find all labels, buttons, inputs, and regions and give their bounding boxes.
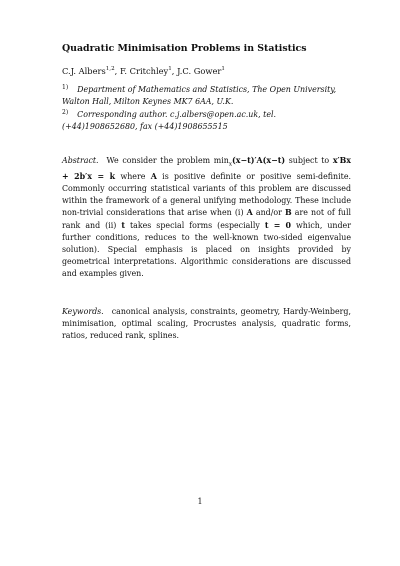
math-symbol: A <box>246 208 253 218</box>
affiliation-text: Department of Mathematics and Statistics, The Open University, Walton Hall, Milton Keynes MK7 6AA, U.K. <box>62 85 337 107</box>
keywords <box>62 306 351 343</box>
author-list <box>62 66 362 76</box>
keywords-label: Keywords. <box>62 307 104 316</box>
affiliation-number: 2) <box>62 109 69 116</box>
abstract-text: and/or <box>252 208 286 218</box>
paper-title: Quadratic Minimisation Problems in Statistics <box>62 43 307 54</box>
abstract <box>62 155 351 281</box>
math-symbol: t <box>121 220 125 230</box>
math-constraint: x′Bx + 2b′x = k <box>62 156 351 181</box>
math-expression: t = 0 <box>264 220 292 230</box>
author-name: J.C. Gower <box>177 66 222 76</box>
math-symbol: A <box>150 171 157 181</box>
abstract-text: are not of full rank and (ii) <box>62 208 351 230</box>
affiliation-2 <box>62 107 348 133</box>
abstract-text: where <box>115 171 151 181</box>
corresponding-author-contact: Corresponding author. c.j.albers@open.ac.uk, tel. (+44)1908652680, fax (+44)1908655515 <box>62 110 277 132</box>
abstract-text: which, under further conditions, reduces to the well-known two-sided eigenvalue solution). Special emphasis is placed on insights provided by geometrical interpretations. Algorithmic considerations are discussed and examples given. <box>62 220 351 279</box>
abstract-text: We consider the problem min <box>106 156 229 165</box>
math-expression: (x−t)′A(x−t) <box>232 156 286 165</box>
abstract-label: Abstract. <box>62 156 99 165</box>
keywords-text: canonical analysis, constraints, geometry, Hardy-Weinberg, minimisation, optimal scaling, Procrustes analysis, quadratic forms, ratios, reduced rank, splines. <box>62 307 351 341</box>
author-affiliation-mark: 1,2 <box>105 66 115 73</box>
author-separator: , <box>171 66 178 76</box>
math-subscript: x <box>228 161 233 168</box>
abstract-text: subject to <box>285 156 333 165</box>
math-symbol: B <box>285 208 292 218</box>
page-number: 1 <box>197 497 203 506</box>
author-name: C.J. Albers <box>62 66 106 76</box>
author-affiliation-mark: 1 <box>221 66 225 73</box>
author-affiliation-mark: 1 <box>168 66 172 73</box>
abstract-text: is positive definite or positive semi-definite. Commonly occurring statistical variants of this problem are discussed within the framework of a general unifying methodology. These include non-trivial considerations that arise when (i) <box>62 171 351 218</box>
author-separator: , <box>114 66 120 76</box>
affiliation-1 <box>62 82 348 108</box>
author-name: F. Critchley <box>119 66 169 76</box>
affiliation-number: 1) <box>62 84 69 91</box>
abstract-text: takes special forms (especially <box>124 220 265 230</box>
